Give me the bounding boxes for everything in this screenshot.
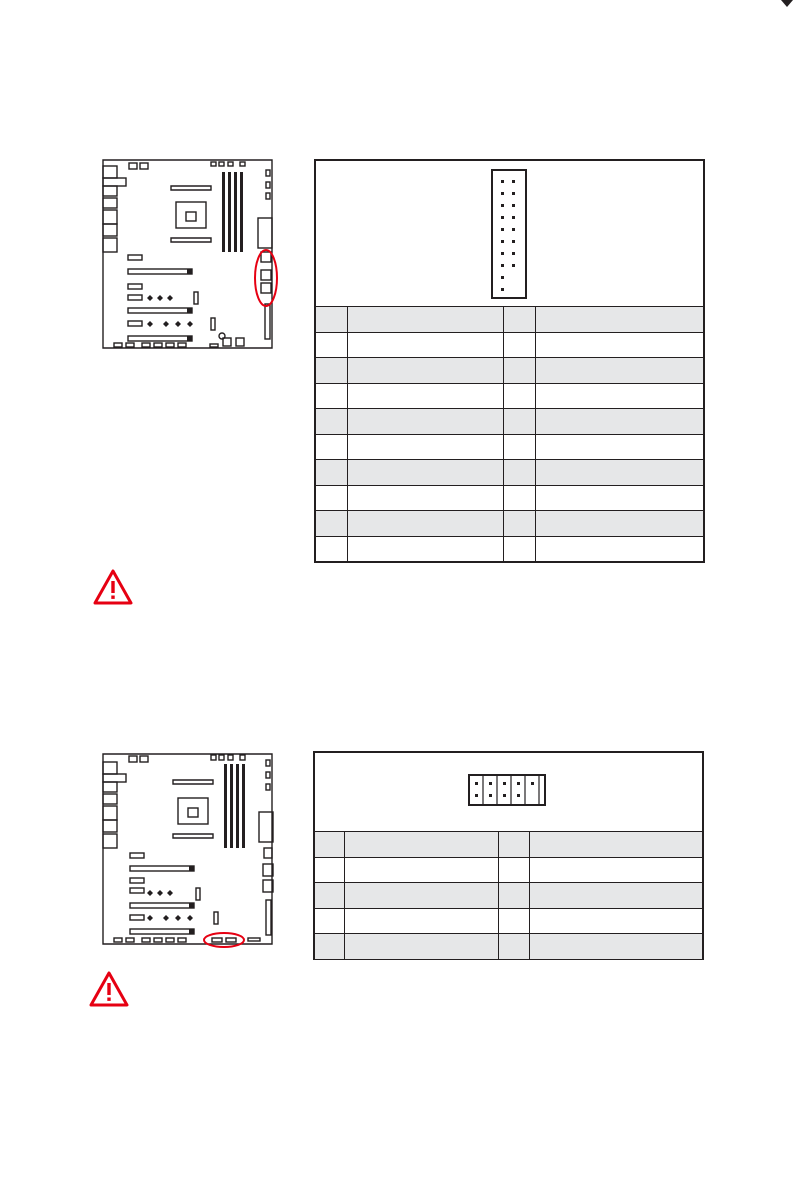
signal-name <box>347 332 503 358</box>
signal-name <box>347 485 503 511</box>
pin-number <box>498 908 529 934</box>
pin-number <box>316 358 347 384</box>
signal-name <box>529 934 702 960</box>
table-row <box>316 409 703 435</box>
pin-definition-table-1 <box>316 306 703 562</box>
pin-number <box>498 857 529 883</box>
signal-name <box>344 883 498 909</box>
pin-number <box>316 409 347 435</box>
table-row <box>315 908 702 934</box>
table-row <box>316 383 703 409</box>
signal-name <box>347 409 503 435</box>
connector-panel-1 <box>314 159 705 563</box>
signal-name <box>535 485 703 511</box>
signal-name <box>347 434 503 460</box>
pin-number <box>316 383 347 409</box>
pin-header-20-pin-icon <box>491 169 527 299</box>
table-row <box>315 857 702 883</box>
pin-number <box>503 332 535 358</box>
signal-name <box>535 332 703 358</box>
pin-number <box>503 409 535 435</box>
signal-name <box>535 434 703 460</box>
table-row <box>316 358 703 384</box>
signal-name <box>535 307 703 333</box>
pin-number <box>503 383 535 409</box>
signal-name <box>344 934 498 960</box>
signal-name <box>529 832 702 858</box>
pin-number <box>503 485 535 511</box>
pin-number <box>315 934 344 960</box>
pin-number <box>316 332 347 358</box>
signal-name <box>347 460 503 486</box>
signal-name <box>344 908 498 934</box>
pin-number <box>316 536 347 562</box>
table-row <box>316 460 703 486</box>
signal-name <box>535 536 703 562</box>
table-row <box>316 307 703 333</box>
pin-number <box>316 460 347 486</box>
pin-number <box>316 511 347 537</box>
highlight-circle <box>204 933 244 947</box>
pin-number <box>316 434 347 460</box>
pin-number <box>503 460 535 486</box>
pin-number <box>503 511 535 537</box>
warning-triangle-icon <box>92 568 134 606</box>
pin-number <box>498 883 529 909</box>
pin-number <box>498 832 529 858</box>
signal-name <box>535 358 703 384</box>
signal-name <box>347 383 503 409</box>
warning-triangle-icon <box>88 970 130 1008</box>
signal-name <box>535 383 703 409</box>
pin-definition-table-2 <box>315 831 702 959</box>
pin-number <box>503 536 535 562</box>
table-row <box>316 434 703 460</box>
signal-name <box>529 883 702 909</box>
pin-number <box>315 857 344 883</box>
pin-number <box>315 883 344 909</box>
signal-name <box>535 409 703 435</box>
pin-header-10-pin-icon <box>468 774 546 806</box>
signal-name <box>529 857 702 883</box>
table-row <box>315 934 702 960</box>
pin-number <box>503 434 535 460</box>
signal-name <box>347 307 503 333</box>
table-row <box>316 536 703 562</box>
signal-name <box>347 536 503 562</box>
pin-number <box>498 934 529 960</box>
table-row <box>316 485 703 511</box>
pin-number <box>315 908 344 934</box>
signal-name <box>344 832 498 858</box>
table-row <box>316 511 703 537</box>
signal-name <box>347 511 503 537</box>
page-edge-marker <box>781 0 793 7</box>
pin-number <box>315 832 344 858</box>
signal-name <box>347 358 503 384</box>
table-row <box>316 332 703 358</box>
table-row <box>315 832 702 858</box>
motherboard-diagram-1 <box>98 158 282 354</box>
table-row <box>315 883 702 909</box>
signal-name <box>344 857 498 883</box>
pin-number <box>316 485 347 511</box>
signal-name <box>529 908 702 934</box>
motherboard-diagram-2 <box>98 752 282 950</box>
connector-panel-2 <box>313 751 704 960</box>
pin-number <box>316 307 347 333</box>
pin-number <box>503 307 535 333</box>
signal-name <box>535 460 703 486</box>
signal-name <box>535 511 703 537</box>
pin-number <box>503 358 535 384</box>
highlight-circle <box>255 250 277 306</box>
